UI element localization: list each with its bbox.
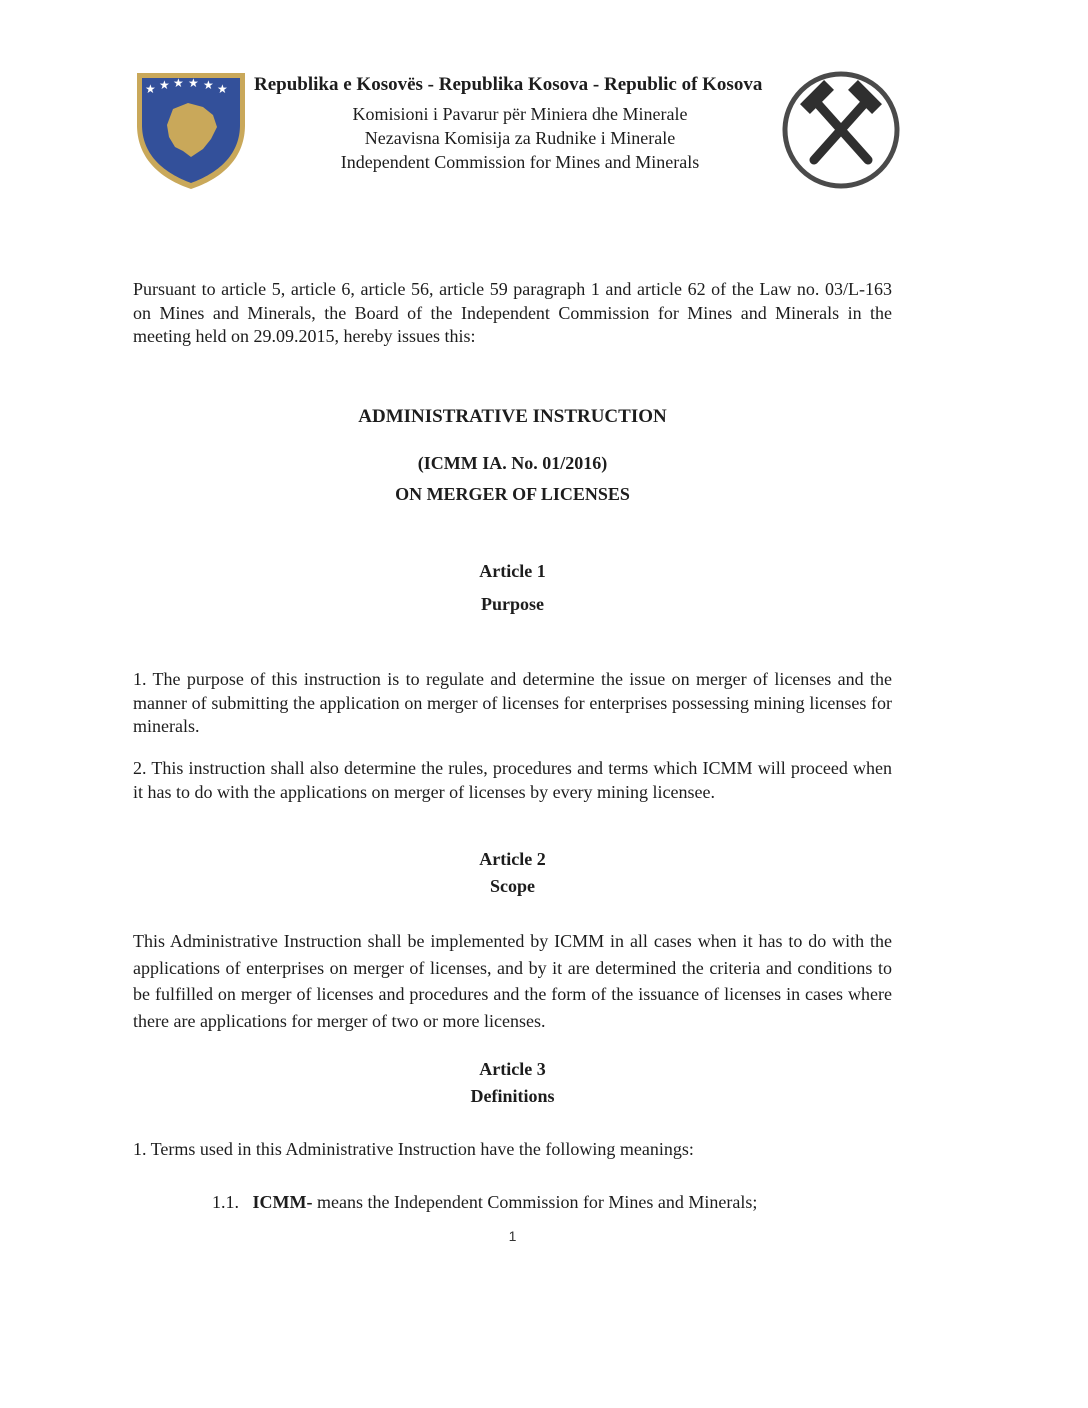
definition-item: [212, 1192, 757, 1213]
letterhead-republic: Republika e Kosovës - Republika Kosova - Republic of Kosova: [254, 74, 763, 95]
svg-text:★: ★: [145, 82, 156, 96]
crossed-hammers-logo-icon: [776, 68, 906, 192]
article-2-subheading: Scope: [490, 876, 535, 896]
letterhead-english: Independent Commission for Mines and Minerals: [340, 152, 700, 172]
article-3-subheading: Definitions: [470, 1086, 555, 1106]
article-2-paragraph: This Administrative Instruction shall be implemented by ICMM in all cases when it has to do with the applications of enterprises on merger of licenses, and by it are determined the criteria and conditions to be fulfilled on merger of licenses and procedures and the form of the issuance of licenses in cases where there are applications for merger of two or more licenses.: [133, 931, 892, 1031]
article-3-paragraph: 1. Terms used in this Administrative Instruction have the following meanings:: [133, 1139, 694, 1159]
preamble-paragraph: Pursuant to article 5, article 6, article 56, article 59 paragraph 1 and article 62 of the Law no. 03/L-163 on Mines and Minerals, the Board of the Independent Commission for Mines and Minerals in the meeting held on 29.09.2015, hereby issues this:: [133, 279, 892, 346]
article-1-paragraph-2: 2. This instruction shall also determine the rules, procedures and terms which ICMM will proceed when it has to do with the applications on merger of licenses by every mining licensee.: [133, 758, 892, 802]
document-subject: ON MERGER OF LICENSES: [395, 484, 630, 504]
definition-text: means the Independent Commission for Mines and Minerals;: [312, 1192, 758, 1212]
document-number: (ICMM IA. No. 01/2016): [417, 453, 608, 473]
definition-number: 1.1.: [212, 1192, 239, 1212]
article-2-heading: Article 2: [479, 849, 546, 869]
letterhead-albanian: Komisioni i Pavarur për Minierа dhe Minerale: [352, 104, 688, 124]
svg-text:★: ★: [188, 76, 199, 90]
page-number: 1: [508, 1228, 517, 1244]
article-1-heading: Article 1: [479, 561, 546, 581]
article-1-subheading: Purpose: [481, 594, 544, 614]
article-1-paragraph-1: 1. The purpose of this instruction is to regulate and determine the issue on merger of licenses and the manner of submitting the application on merger of licenses for enterprises possessing mining licenses for minerals.: [133, 669, 892, 736]
svg-text:★: ★: [203, 78, 214, 92]
document-title: ADMINISTRATIVE INSTRUCTION: [358, 406, 667, 427]
svg-text:★: ★: [217, 82, 228, 96]
svg-text:★: ★: [173, 76, 184, 90]
article-3-heading: Article 3: [479, 1059, 546, 1079]
letterhead-serbian: Nezavisna Komisija za Rudnike i Minerale: [364, 128, 676, 148]
svg-text:★: ★: [159, 78, 170, 92]
kosovo-emblem-icon: [133, 67, 249, 191]
definition-term: ICMM-: [252, 1192, 313, 1212]
